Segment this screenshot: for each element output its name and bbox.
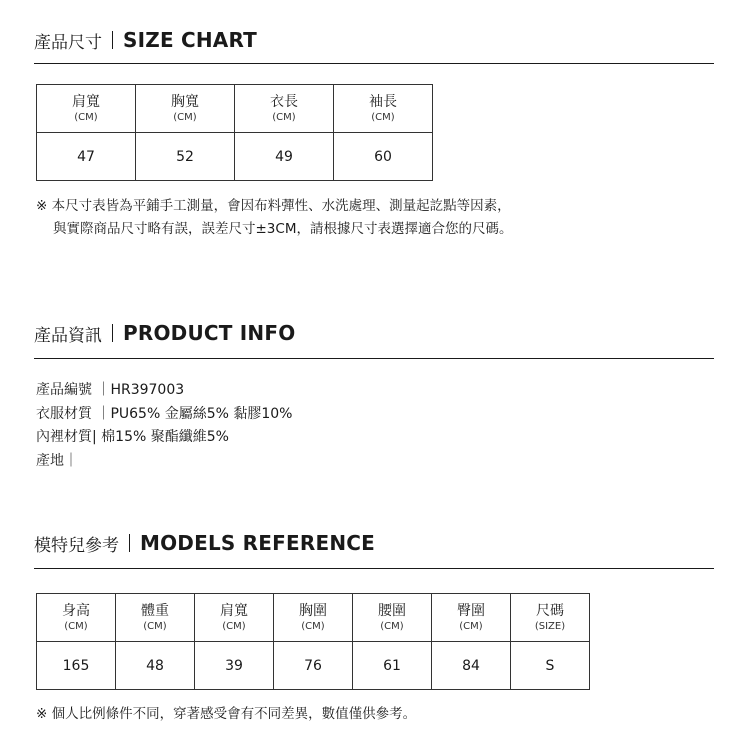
value-cell-sleeve: 60	[334, 133, 433, 181]
product-code-row: 產品編號 ｜HR397003	[36, 382, 185, 398]
header-unit: (CM)	[272, 111, 296, 123]
header-label: 臀圍	[457, 602, 485, 619]
models-reference-title-cn: 模特兒參考	[34, 535, 119, 556]
size-chart-title-cn: 產品尺寸	[34, 32, 102, 53]
value-cell-height: 165	[37, 642, 116, 690]
header-unit: (CM)	[459, 620, 483, 632]
header-unit: (CM)	[222, 620, 246, 632]
header-cell-shoulder	[37, 85, 136, 133]
header-cell-chest	[136, 85, 235, 133]
section-divider	[34, 358, 714, 359]
models-reference-heading	[34, 530, 375, 556]
fabric-material-row: 衣服材質 ｜PU65% 金屬絲5% 黏膠10%	[36, 405, 293, 422]
value-cell-waist: 61	[353, 642, 432, 690]
header-label: 體重	[141, 602, 169, 619]
size-chart-title-en: SIZE CHART	[123, 28, 258, 52]
header-label: 胸寬	[171, 93, 199, 110]
product-info-list	[36, 379, 292, 473]
title-separator	[112, 324, 113, 342]
size-chart-note	[36, 195, 512, 241]
table-header-row	[37, 594, 590, 642]
header-cell-length	[235, 85, 334, 133]
header-label: 尺碼	[536, 602, 564, 619]
header-unit: (CM)	[64, 620, 88, 632]
header-label: 肩寬	[72, 93, 100, 110]
value-cell-size: S	[511, 642, 590, 690]
origin-row: 產地｜	[36, 452, 78, 469]
header-cell-hip	[432, 594, 511, 642]
value-cell-shoulder: 39	[195, 642, 274, 690]
header-unit: (CM)	[173, 111, 197, 123]
models-reference-note: ※ 個人比例條件不同，穿著感受會有不同差異，數值僅供參考。	[36, 706, 417, 722]
value-cell-chest: 52	[136, 133, 235, 181]
header-label: 腰圍	[378, 602, 406, 619]
header-label: 胸圍	[299, 602, 327, 619]
table-header-row	[37, 85, 433, 133]
note-line: ※ 本尺寸表皆為平鋪手工測量，會因布料彈性、水洗處理、測量起訖點等因素，	[36, 198, 511, 214]
header-cell-waist	[353, 594, 432, 642]
product-info-title-cn: 產品資訊	[34, 325, 102, 346]
table-row	[37, 133, 433, 181]
size-chart-table	[36, 84, 433, 181]
models-reference-table	[36, 593, 590, 690]
value-cell-length: 49	[235, 133, 334, 181]
header-unit: (CM)	[380, 620, 404, 632]
header-label: 衣長	[270, 93, 298, 110]
product-info-title-en: PRODUCT INFO	[123, 321, 296, 345]
header-label: 袖長	[369, 93, 397, 110]
value-cell-shoulder: 47	[37, 133, 136, 181]
header-cell-bust	[274, 594, 353, 642]
section-divider	[34, 63, 714, 64]
header-cell-size	[511, 594, 590, 642]
value-cell-hip: 84	[432, 642, 511, 690]
title-separator	[129, 534, 130, 552]
title-separator	[112, 31, 113, 49]
note-line: 與實際商品尺寸略有誤，誤差尺寸±3CM，請根據尺寸表選擇適合您的尺碼。	[53, 221, 513, 237]
value-cell-bust: 76	[274, 642, 353, 690]
value-cell-weight: 48	[116, 642, 195, 690]
models-reference-title-en: MODELS REFERENCE	[140, 531, 376, 555]
header-label: 肩寬	[220, 602, 248, 619]
header-label: 身高	[62, 602, 90, 619]
table-row	[37, 642, 590, 690]
header-cell-sleeve	[334, 85, 433, 133]
product-info-heading	[34, 320, 295, 346]
header-unit: (SIZE)	[534, 620, 566, 632]
header-unit: (CM)	[74, 111, 98, 123]
header-unit: (CM)	[371, 111, 395, 123]
header-cell-height	[37, 594, 116, 642]
size-chart-heading	[34, 27, 257, 53]
header-unit: (CM)	[143, 620, 167, 632]
header-unit: (CM)	[301, 620, 325, 632]
header-cell-weight	[116, 594, 195, 642]
lining-material-row: 內裡材質| 棉15% 聚酯纖維5%	[36, 429, 229, 445]
header-cell-shoulder	[195, 594, 274, 642]
section-divider	[34, 568, 714, 569]
